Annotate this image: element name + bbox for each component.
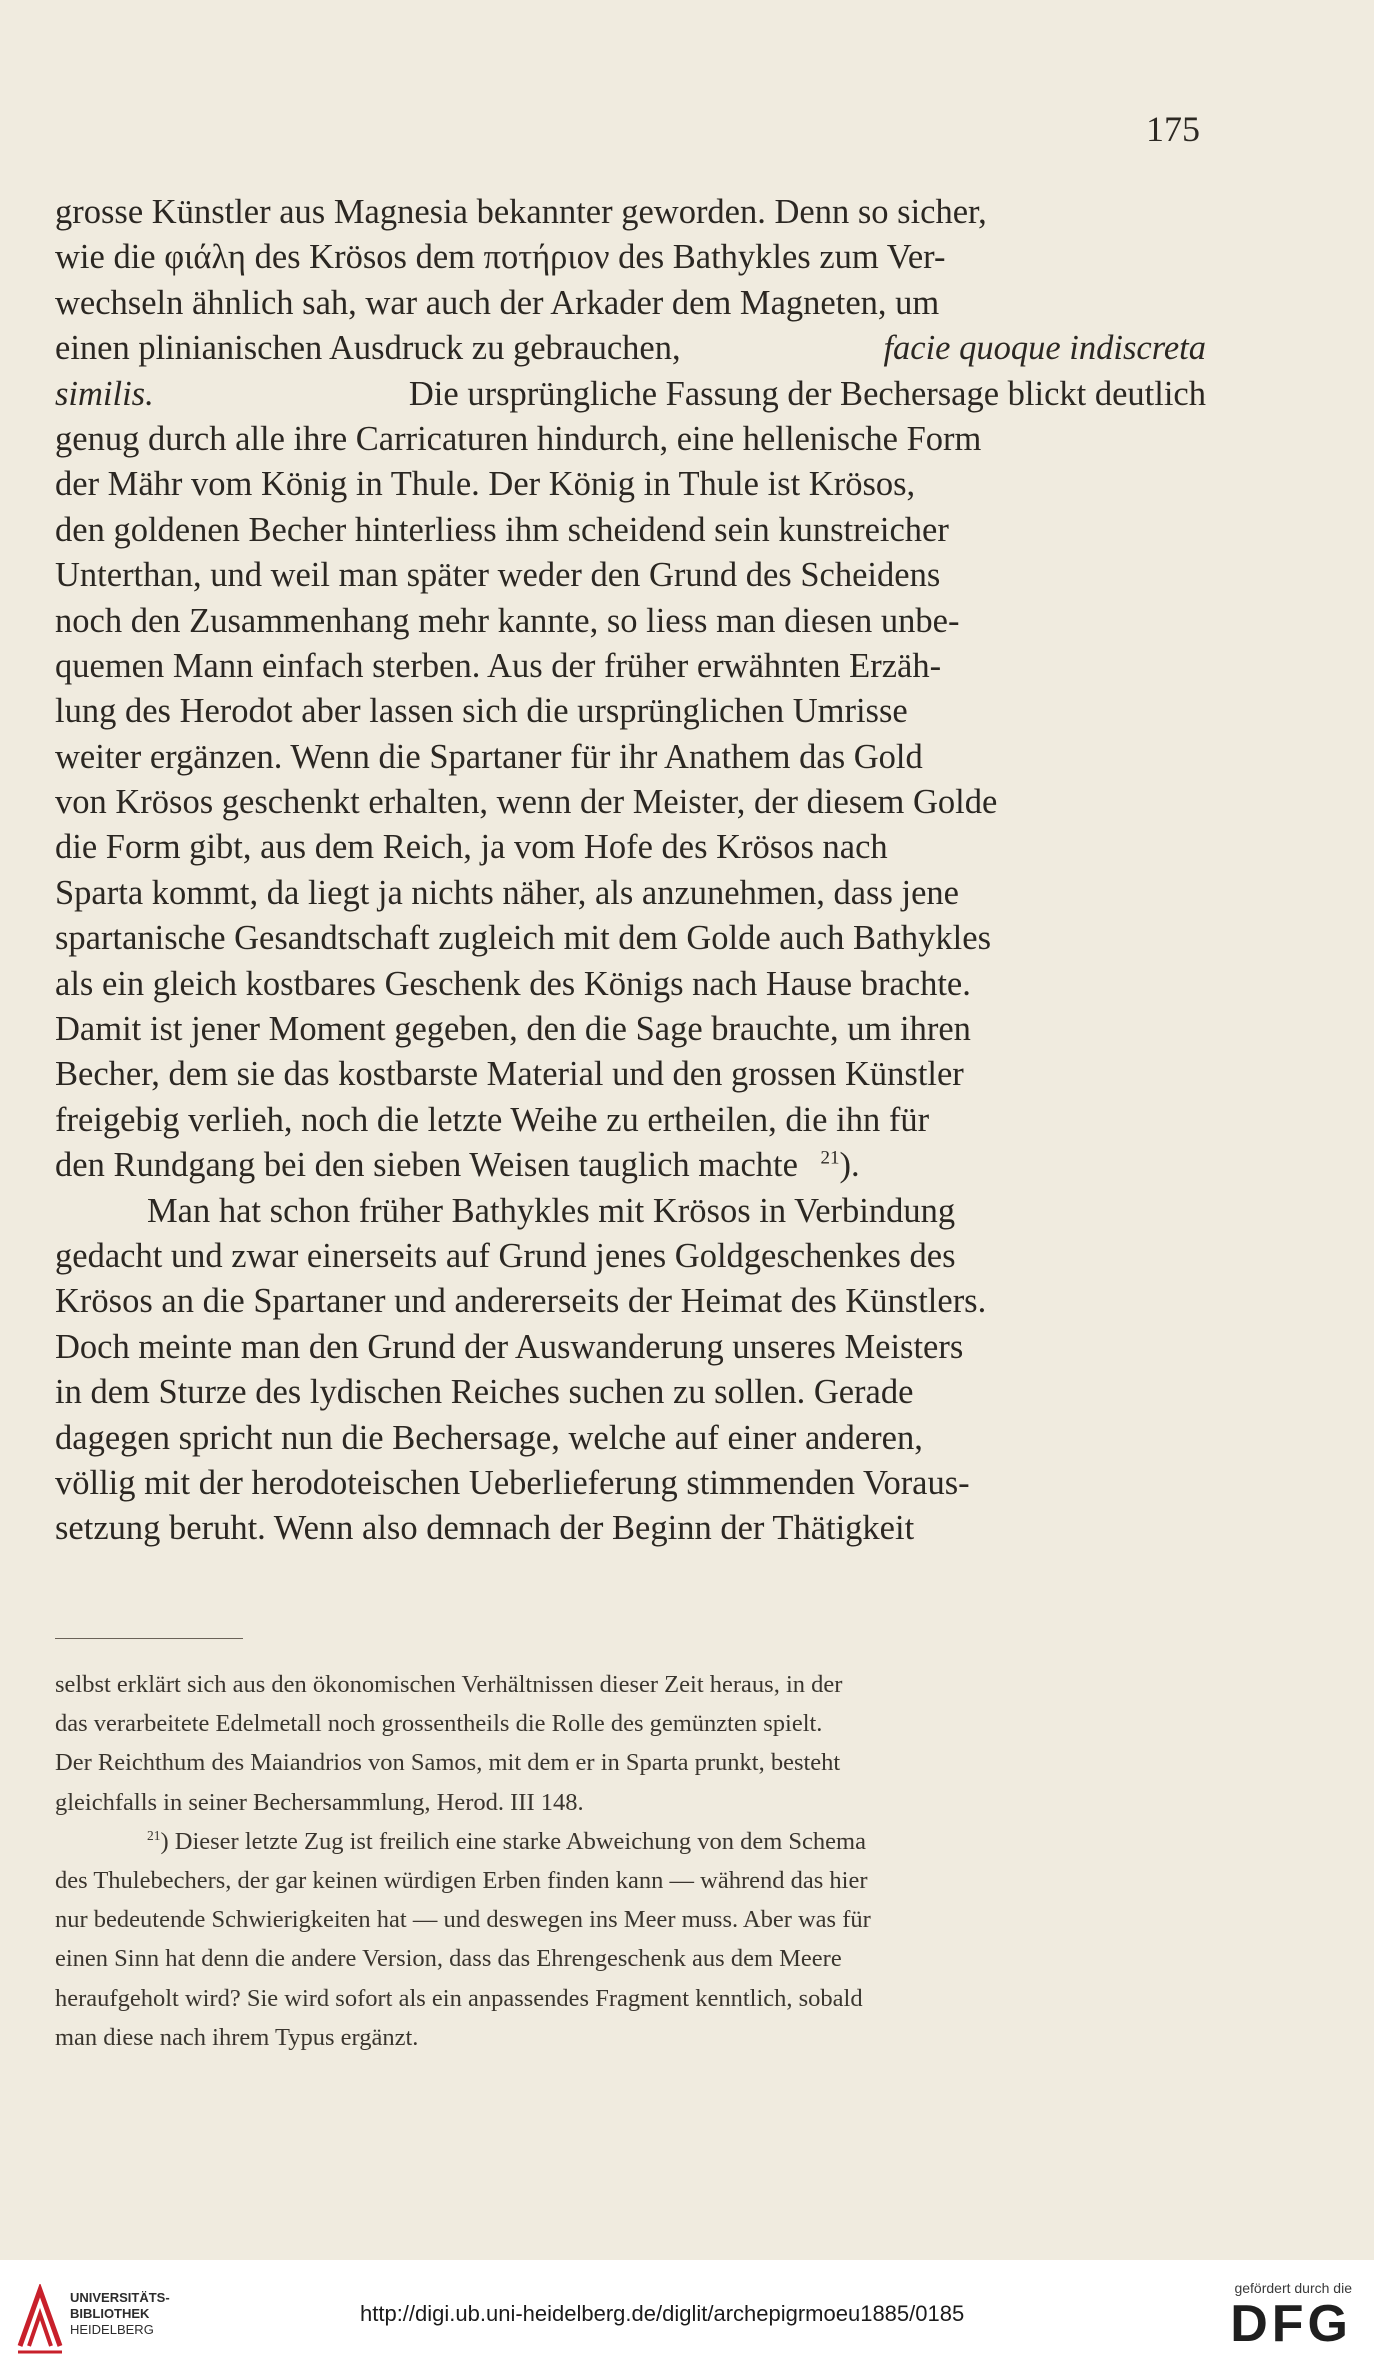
footnote-line: selbst erklärt sich aus den ökonomischen Verhältnissen dieser Zeit heraus, in der: [55, 1671, 843, 1698]
text-line: weiter ergänzen. Wenn die Spartaner für ihr Anathem das Gold: [55, 737, 923, 776]
footnote-line: nur bedeutende Schwierigkeiten hat — und deswegen ins Meer muss. Aber was für: [55, 1906, 871, 1934]
text-line: Damit ist jener Moment gegeben, den die Sage brauchte, um ihren: [55, 1010, 971, 1049]
funding-label: gefördert durch die: [1234, 2280, 1352, 2296]
footnote-line: gleichfalls in seiner Bechersammlung, Herod. III 148.: [55, 1788, 584, 1816]
footnote-line: $^{21}$) Dieser letzte Zug ist freilich eine starke Abweichung von dem Schema: [147, 1827, 866, 1855]
text-line: similis. Die ursprüngliche Fassung der Bechersage blickt deutlich: [55, 374, 1206, 413]
text-line: lung des Herodot aber lassen sich die ursprünglichen Umrisse: [55, 692, 908, 731]
footnote-number: 21: [147, 1827, 161, 1843]
footnote-line: man diese nach ihrem Typus ergänzt.: [55, 2023, 419, 2051]
text-line: grosse Künstler aus Magnesia bekannter geworden. Denn so sicher,: [55, 193, 987, 231]
text-line: wechseln ähnlich sah, war auch der Arkader dem Magneten, um: [55, 283, 940, 322]
footnote-ref: 21: [820, 1147, 840, 1169]
university-library-name: UNIVERSITÄTS- BIBLIOTHEK HEIDELBERG: [70, 2290, 170, 2337]
footnote-line: das verarbeitete Edelmetall noch grossentheils die Rolle des gemünzten spielt.: [55, 1710, 823, 1738]
text-line: von Krösos geschenkt erhalten, wenn der Meister, der diesem Golde: [55, 783, 998, 822]
funding-credit: [1230, 2280, 1352, 2353]
footnote-line: heraufgeholt wird? Sie wird sofort als ein anpassendes Fragment kenntlich, sobald: [55, 1984, 863, 2012]
text-line: setzung beruht. Wenn also demnach der Beginn der Thätigkeit: [55, 1509, 915, 1548]
footnotes: [55, 1665, 1206, 2057]
text-line: quemen Mann einfach sterben. Aus der früher erwähnten Erzäh-: [55, 646, 942, 685]
text-line: den Rundgang bei den sieben Weisen tauglich machte $^{21}$).: [55, 1146, 860, 1185]
text-line: als ein gleich kostbares Geschenk des Königs nach Hause brachte.: [55, 964, 971, 1003]
main-text: [55, 190, 1206, 1552]
text-line: Sparta kommt, da liegt ja nichts näher, als anzunehmen, dass jene: [55, 873, 959, 912]
footnote-line: Der Reichthum des Maiandrios von Samos, mit dem er in Sparta prunkt, besteht: [55, 1749, 841, 1777]
text-line: spartanische Gesandtschaft zugleich mit dem Golde auch Bathykles: [55, 919, 991, 958]
footnote-divider: [55, 1638, 243, 1639]
dfg-logo: DFG: [1230, 2295, 1352, 2353]
text-line: dagegen spricht nun die Bechersage, welche auf einer anderen,: [55, 1418, 923, 1457]
text-line: noch den Zusammenhang mehr kannte, so liess man diesen unbe-: [55, 601, 960, 640]
text-line: gedacht und zwar einerseits auf Grund jenes Goldgeschenkes des: [55, 1236, 956, 1275]
permalink-url[interactable]: http://digi.ub.uni-heidelberg.de/diglit/archepigrmoeu1885/0185: [360, 2301, 965, 2326]
text-line: Becher, dem sie das kostbarste Material und den grossen Künstler: [55, 1055, 964, 1094]
page-number: 175: [1146, 109, 1200, 149]
text-line: der Mähr vom König in Thule. Der König in Thule ist Krösos,: [55, 465, 916, 504]
footnote-line: des Thulebechers, der gar keinen würdigen Erben finden kann — während das hier: [55, 1866, 868, 1894]
university-library-logo-icon: [14, 2284, 66, 2356]
text-line: wie die φιάλη des Krösos dem ποτήριον des Bathykles zum Ver-: [55, 238, 946, 277]
text-line: Man hat schon früher Bathykles mit Krösos in Verbindung: [147, 1191, 956, 1230]
text-line: in dem Sturze des lydischen Reiches suchen zu sollen. Gerade: [55, 1373, 914, 1412]
text-line: freigebig verlieh, noch die letzte Weihe zu ertheilen, die ihn für: [55, 1100, 930, 1139]
text-line: Doch meinte man den Grund der Auswanderung unseres Meisters: [55, 1327, 964, 1366]
footnote-line: einen Sinn hat denn die andere Version, dass das Ehrengeschenk aus dem Meere: [55, 1945, 842, 1973]
text-line: genug durch alle ihre Carricaturen hindurch, eine hellenische Form: [55, 419, 982, 458]
text-line: völlig mit der herodoteischen Ueberlieferung stimmenden Voraus-: [55, 1463, 970, 1502]
text-line: einen plinianischen Ausdruck zu gebrauchen, facie quoque indiscreta: [55, 329, 1206, 368]
text-line: Krösos an die Spartaner und andererseits der Heimat des Künstlers.: [55, 1282, 987, 1321]
text-line: den goldenen Becher hinterliess ihm scheidend sein kunstreicher: [55, 510, 949, 549]
text-line: die Form gibt, aus dem Reich, ja vom Hofe des Krösos nach: [55, 828, 888, 867]
text-line: Unterthan, und weil man später weder den Grund des Scheidens: [55, 556, 941, 595]
